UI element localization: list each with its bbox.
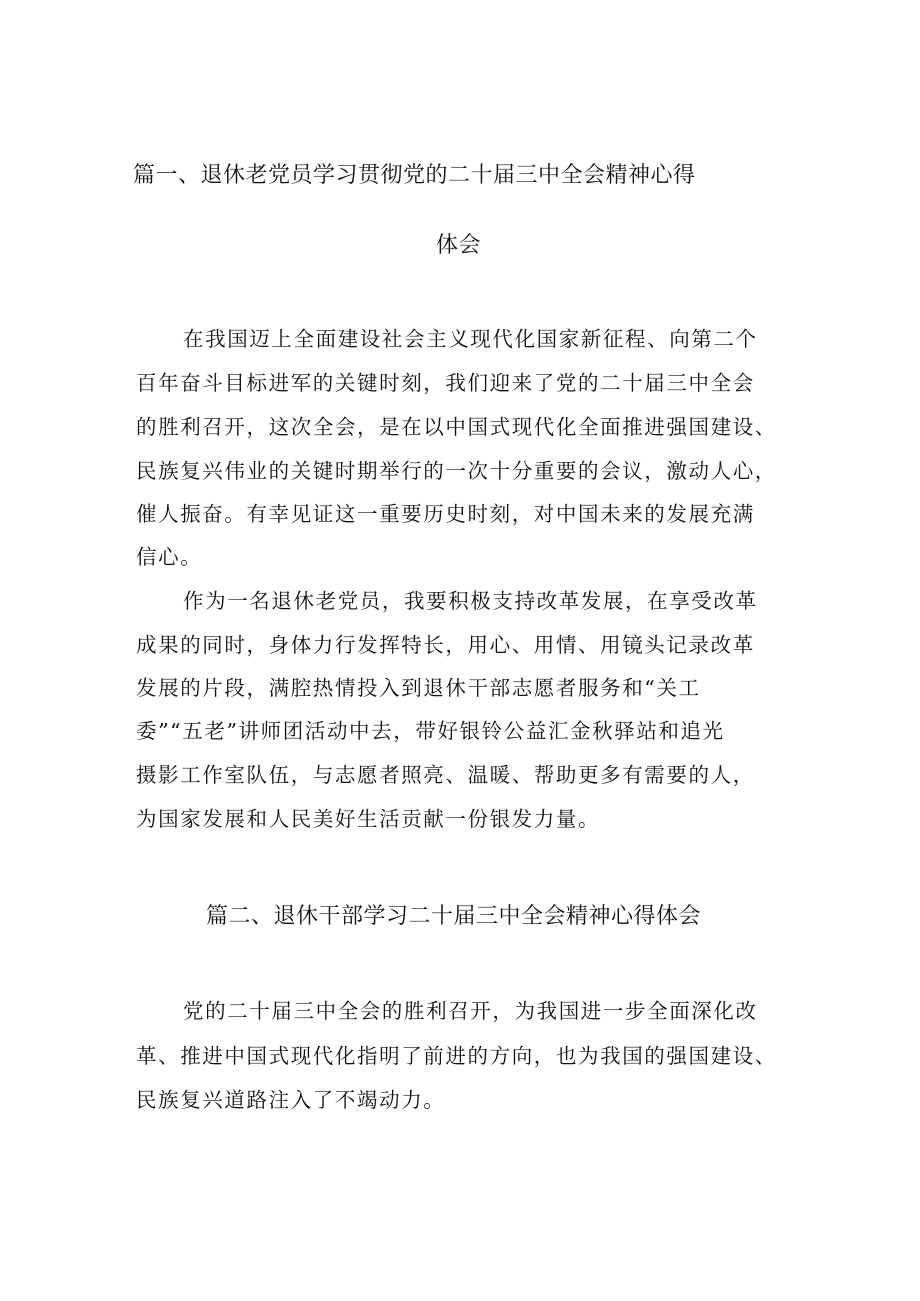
paragraph-line: 革、推进中国式现代化指明了前进的方向，也为我国的强国建设、 <box>136 1044 777 1068</box>
paragraph-line: 百年奋斗目标进军的关键时刻，我们迎来了党的二十届三中全会 <box>136 371 755 395</box>
section1-title-line2: 体会 <box>436 233 482 258</box>
paragraph-line: 信心。 <box>136 545 203 569</box>
paragraph-line: 催人振奋。有幸见证这一重要历史时刻，对中国未来的发展充满 <box>136 502 755 526</box>
paragraph-line: 摄影工作室队伍，与志愿者照亮、温暖、帮助更多有需要的人， <box>136 763 755 787</box>
paragraph-line: 的胜利召开，这次全会，是在以中国式现代化全面推进强国建设、 <box>136 415 777 439</box>
paragraph-line: 发展的片段，满腔热情投入到退休干部志愿者服务和“关工 <box>136 676 701 700</box>
paragraph-line: 作为一名退休老党员，我要积极支持改革发展，在享受改革 <box>183 589 758 613</box>
section2-title: 篇二、退休干部学习二十届三中全会精神心得体会 <box>206 904 702 929</box>
paragraph-line: 在我国迈上全面建设社会主义现代化国家新征程、向第二个 <box>183 327 758 351</box>
paragraph-line: 委”“五老”讲师团活动中去，带好银铃公益汇金秋驿站和追光 <box>136 719 725 743</box>
section1-title-line1: 篇一、退休老党员学习贯彻党的二十届三中全会精神心得 <box>133 163 696 188</box>
paragraph-line: 民族复兴道路注入了不竭动力。 <box>136 1088 446 1112</box>
paragraph-line: 为国家发展和人民美好生活贡献一份银发力量。 <box>136 807 601 831</box>
paragraph-line: 成果的同时，身体力行发挥特长，用心、用情、用镜头记录改革 <box>136 633 755 657</box>
paragraph-line: 民族复兴伟业的关键时期举行的一次十分重要的会议，激动人心， <box>136 459 777 483</box>
paragraph-line: 党的二十届三中全会的胜利召开，为我国进一步全面深化改 <box>183 999 758 1023</box>
